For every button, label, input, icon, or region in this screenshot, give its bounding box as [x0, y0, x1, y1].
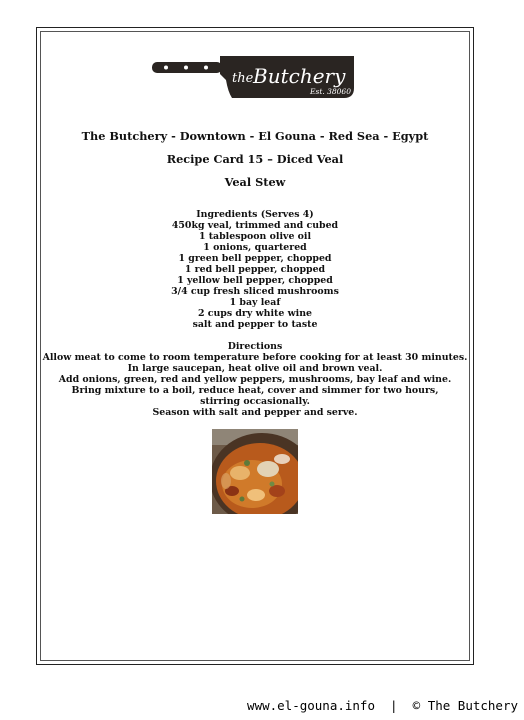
ingredient-item: 1 red bell pepper, chopped [184, 264, 326, 275]
direction-step: In large saucepan, heat olive oil and brown veal. [127, 363, 383, 374]
footer-website-link[interactable]: www.el-gouna.info [247, 698, 375, 713]
direction-step: Bring mixture to a boil, reduce heat, cover and simmer for two hours, stirring occasionally. [71, 385, 439, 407]
butchery-logo [150, 52, 356, 100]
ingredient-item: 2 cups dry white wine [197, 308, 313, 319]
dish-name: Veal Stew [224, 175, 286, 189]
logo-brand-name: Butchery [253, 64, 346, 88]
page-footer [247, 698, 518, 713]
ingredient-item: 1 onions, quartered [203, 242, 307, 253]
veal-stew-photo [212, 429, 298, 514]
ingredient-item: 1 green bell pepper, chopped [178, 253, 332, 264]
ingredient-item: 1 bay leaf [229, 297, 281, 308]
directions-section [40, 341, 470, 418]
direction-step: Add onions, green, red and yellow peppers, mushrooms, bay leaf and wine. [58, 374, 452, 385]
footer-copyright: © The Butchery [412, 698, 518, 713]
ingredients-heading: Ingredients (Serves 4) [196, 209, 314, 220]
logo-established: Est. 38060 [310, 87, 351, 96]
ingredient-item: 1 yellow bell pepper, chopped [177, 275, 333, 286]
ingredient-item: 3/4 cup fresh sliced mushrooms [171, 286, 339, 297]
location-line: The Butchery - Downtown - El Gouna - Red Sea - Egypt [81, 129, 429, 143]
direction-step: Season with salt and pepper and serve. [152, 407, 358, 418]
logo-prefix: the [232, 71, 254, 86]
ingredient-item: salt and pepper to taste [192, 319, 318, 330]
recipe-card-title: Recipe Card 15 – Diced Veal [166, 152, 344, 166]
ingredient-item: 450kg veal, trimmed and cubed [171, 220, 339, 231]
footer-separator: | [390, 698, 398, 713]
ingredients-section [40, 209, 470, 330]
direction-step: Allow meat to come to room temperature before cooking for at least 30 minutes. [42, 352, 468, 363]
ingredient-item: 1 tablespoon olive oil [198, 231, 312, 242]
directions-heading: Directions [227, 341, 283, 352]
